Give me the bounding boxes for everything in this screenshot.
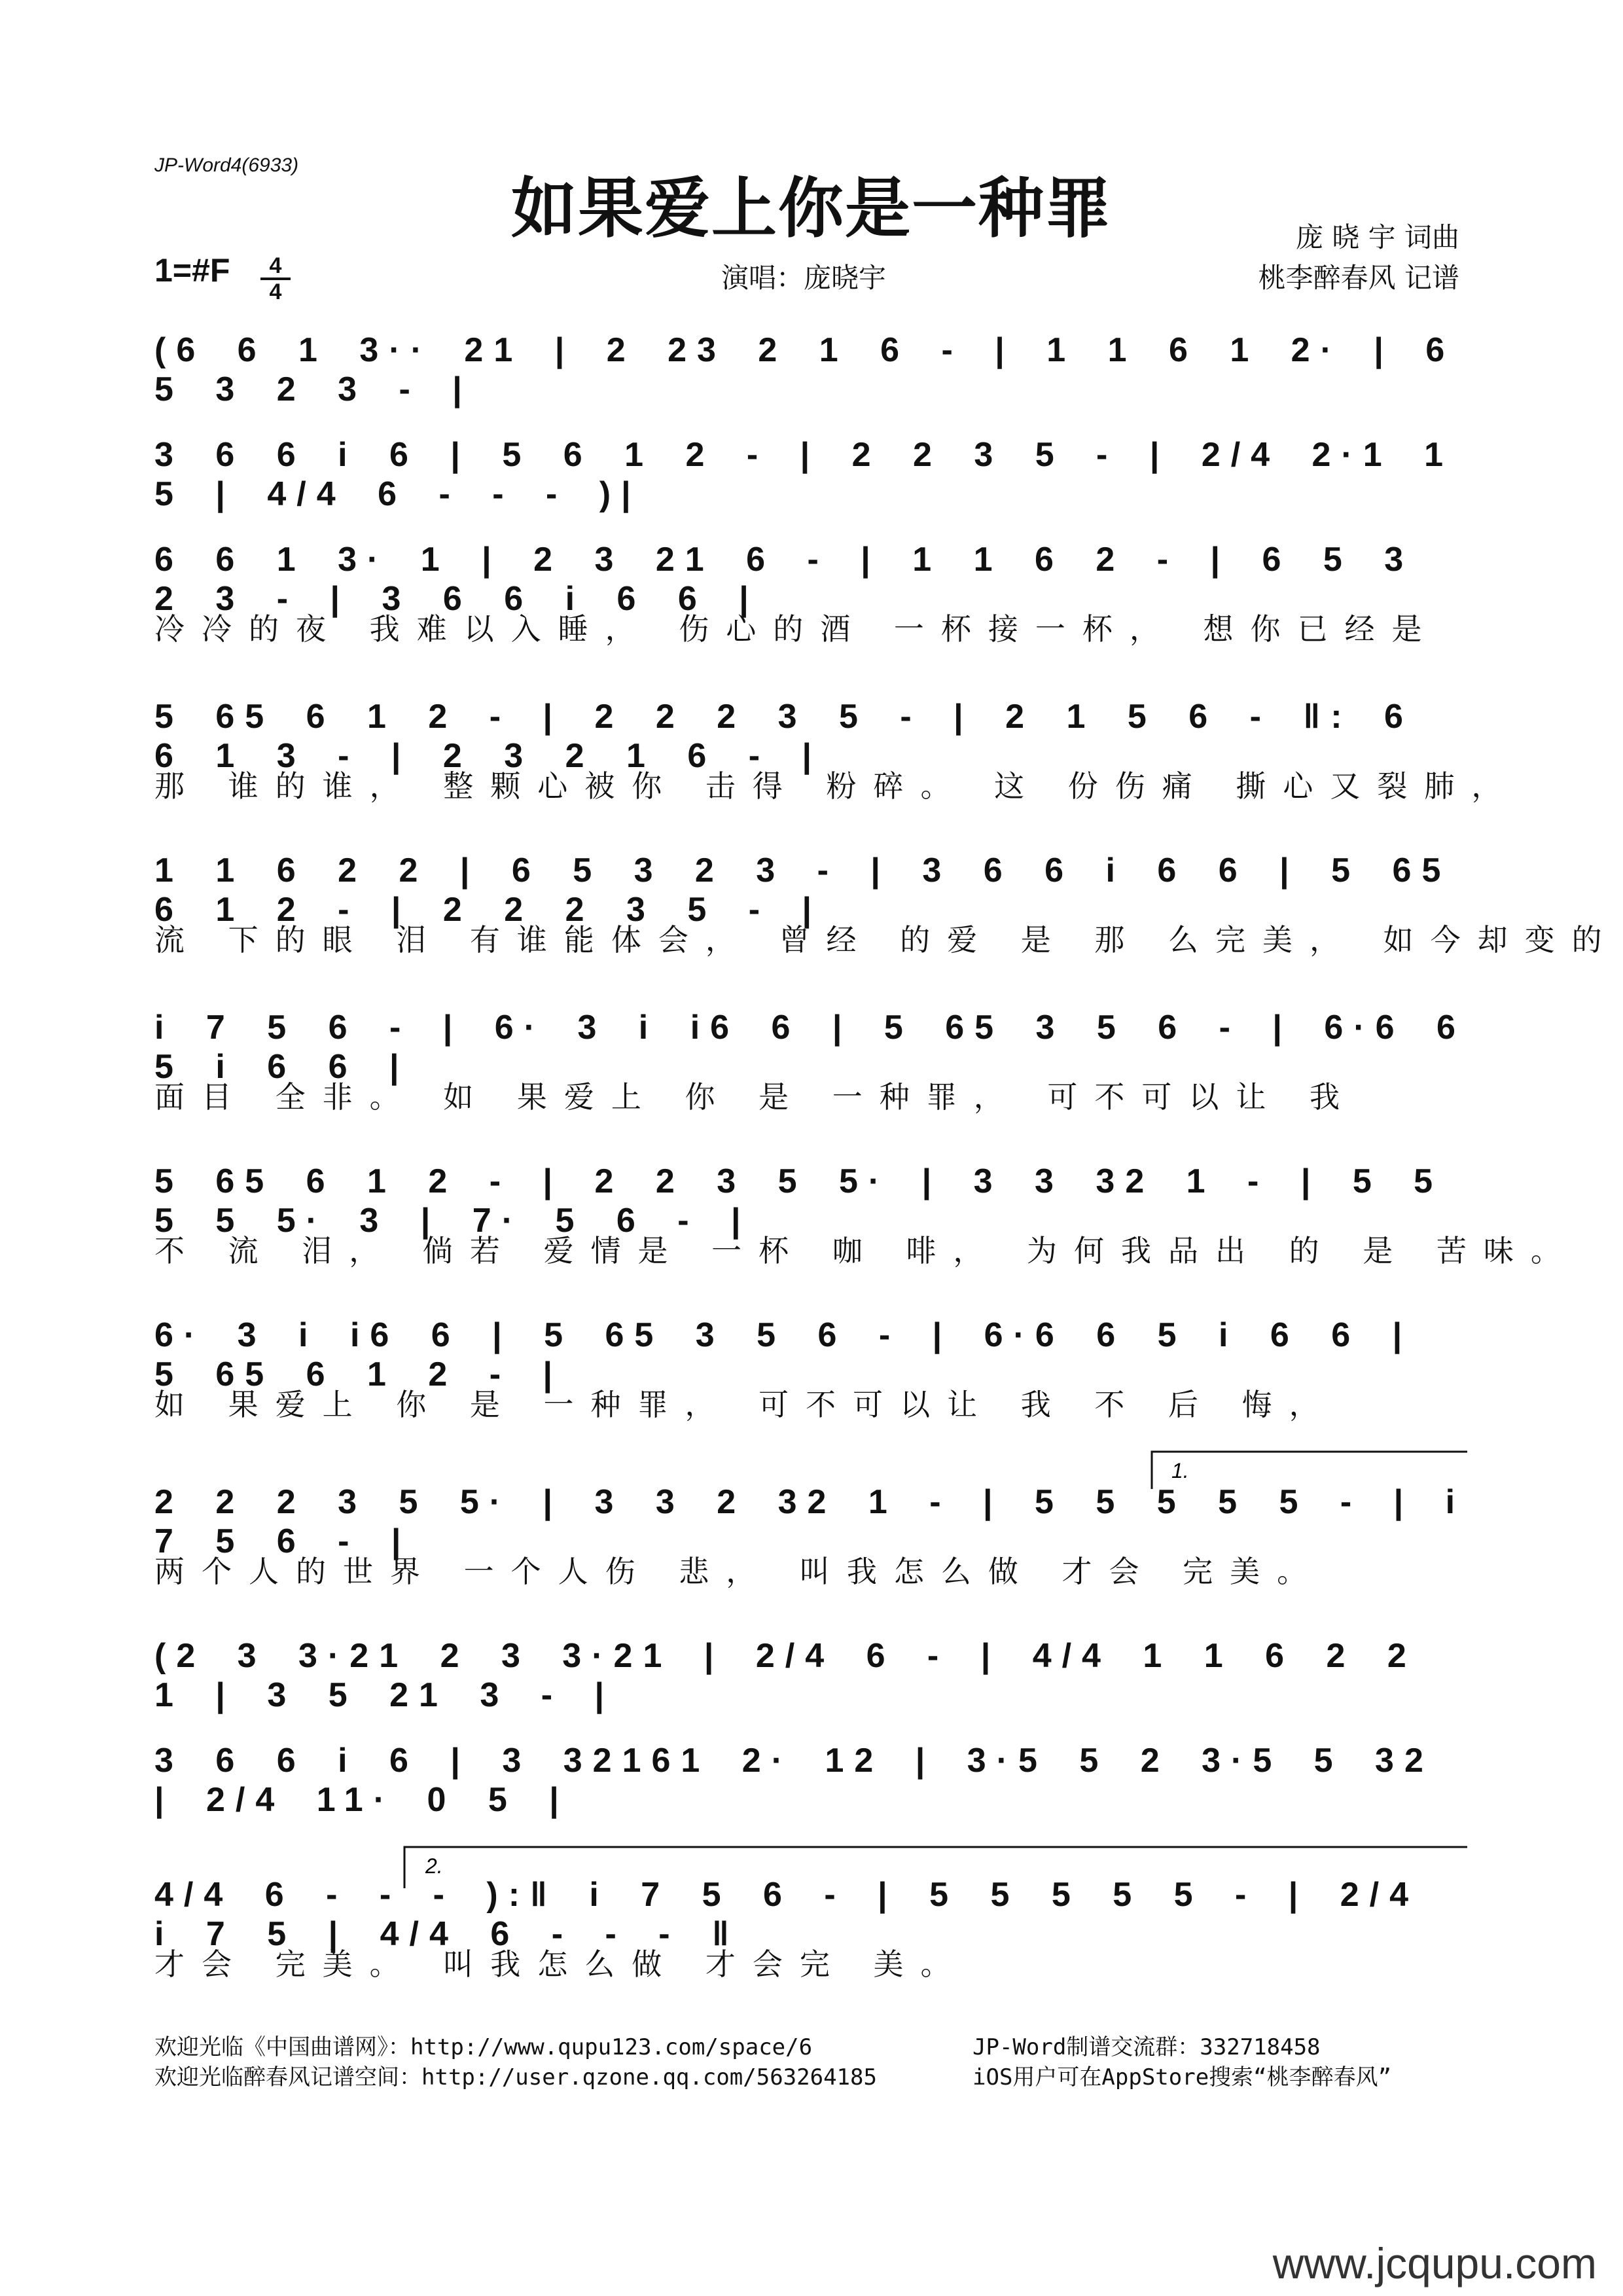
notation-text: 3 6 6 i 6 | 3 32161 2· 12 | 3·5 5 2 3·5 5 32 | 2/4 11· 0 5 | — [154, 1742, 1434, 1819]
lyrics-line: 冷冷的夜 我难以入睡， 伤心的酒 一杯接一杯， 想你已经是 — [154, 611, 1439, 647]
notation-text: 3 6 6 i 6 | 5 6 1 2 - | 2 2 3 5 - | 2/4 2·1 1 5 | 4/4 6 - - - )| — [154, 436, 1454, 513]
notation-text: (6 6 1 3·· 21 | 2 23 2 1 6 - | 1 1 6 1 2· | 6 5 3 2 3 - | — [154, 331, 1455, 408]
lyrics-line: 面目 全非。 如 果爱上 你 是 一种罪， 可不可以让 我 — [154, 1079, 1357, 1115]
lyrics-line: 流 下的眼 泪 有谁能体会， 曾经 的爱 是 那 么完美， 如今却变的 — [154, 922, 1619, 958]
time-signature-top: 4 — [260, 254, 291, 280]
volta-first: 1. — [1171, 1459, 1189, 1482]
software-version: JP-Word4(6933) — [154, 154, 299, 176]
notation-text: 1 1 6 2 2 | 6 5 3 2 3 - | 3 6 6 i 6 6 | 5 65 6 1 2 - | 2 2 2 3 5 - | — [154, 852, 1452, 929]
composer-credit: 庞 晓 宇 词曲 — [1295, 221, 1459, 253]
lyrics-line: 那 谁的谁， 整颗心被你 击得 粉碎。 这 份伤痛 撕心又裂肺， — [154, 768, 1519, 804]
notation-text: 4/4 6 - - - ):‖ i 7 5 6 - | 5 5 5 5 5 - | 2/4 i 7 5 | 4/4 6 - - - ‖ — [154, 1876, 1419, 1953]
notation-text: 6 6 1 3· 1 | 2 3 21 6 - | 1 1 6 2 - | 6 5 3 2 3 - | 3 6 6 i 6 6 | — [154, 541, 1414, 618]
notation-text: 6· 3 i i6 6 | 5 65 3 5 6 - | 6·6 6 5 i 6 6 | 5 65 6 1 2 - | — [154, 1316, 1413, 1393]
footer-appstore: iOS用户可在AppStore搜索“桃李醉春风” — [972, 2064, 1392, 2090]
lyrics-line: 如 果爱上 你 是 一种罪， 可不可以让 我 不 后 悔， — [154, 1387, 1336, 1422]
watermark: www.jcqupu.com — [1272, 2239, 1597, 2287]
lyrics-line: 才会 完美。 叫我怎么做 才会完 美。 — [154, 1946, 968, 1982]
notation-text: 5 65 6 1 2 - | 2 2 3 5 5· | 3 3 32 1 - | 5 5 5 5 5· 3 | 7· 5 6 - | — [154, 1162, 1444, 1240]
notation-text: (2 3 3·21 2 3 3·21 | 2/4 6 - | 4/4 1 1 6 2 2 1 | 3 5 21 3 - | — [154, 1637, 1417, 1714]
volta-second: 2. — [425, 1854, 443, 1878]
lyrics-line: 两个人的世界 一个人伤 悲， 叫我怎么做 才会 完美。 — [154, 1554, 1325, 1589]
notation-text: i 7 5 6 - | 6· 3 i i6 6 | 5 65 3 5 6 - | 6·6 6 5 i 6 6 | — [154, 1009, 1466, 1086]
key-signature: 1=#F — [154, 252, 230, 289]
singer-credit: 演唱：庞晓宇 — [721, 262, 887, 294]
notation-text: 5 65 6 1 2 - | 2 2 2 3 5 - | 2 1 5 6 - ‖: 6 6 1 3 - | 2 3 2 1 6 - | — [154, 698, 1414, 775]
footer-link-qzone[interactable]: 欢迎光临醉春风记谱空间：http://user.qzone.qq.com/563264185 — [154, 2064, 877, 2090]
footer-group: JP-Word制谱交流群：332718458 — [972, 2034, 1321, 2060]
lyrics-line: 不 流 泪， 倘若 爱情是 一杯 咖 啡， 为何我品出 的 是 苦味。 — [154, 1233, 1578, 1268]
song-title: 如果爱上你是一种罪 — [511, 170, 1112, 247]
footer-link-qupu[interactable]: 欢迎光临《中国曲谱网》：http://www.qupu123.com/space/6 — [154, 2034, 813, 2060]
time-signature-bottom: 4 — [269, 279, 282, 304]
notation-text: 2 2 2 3 5 5· | 3 3 2 32 1 - | 5 5 5 5 5 - | i 7 5 6 - | — [154, 1483, 1466, 1560]
transcriber-credit: 桃李醉春风 记谱 — [1258, 262, 1459, 294]
